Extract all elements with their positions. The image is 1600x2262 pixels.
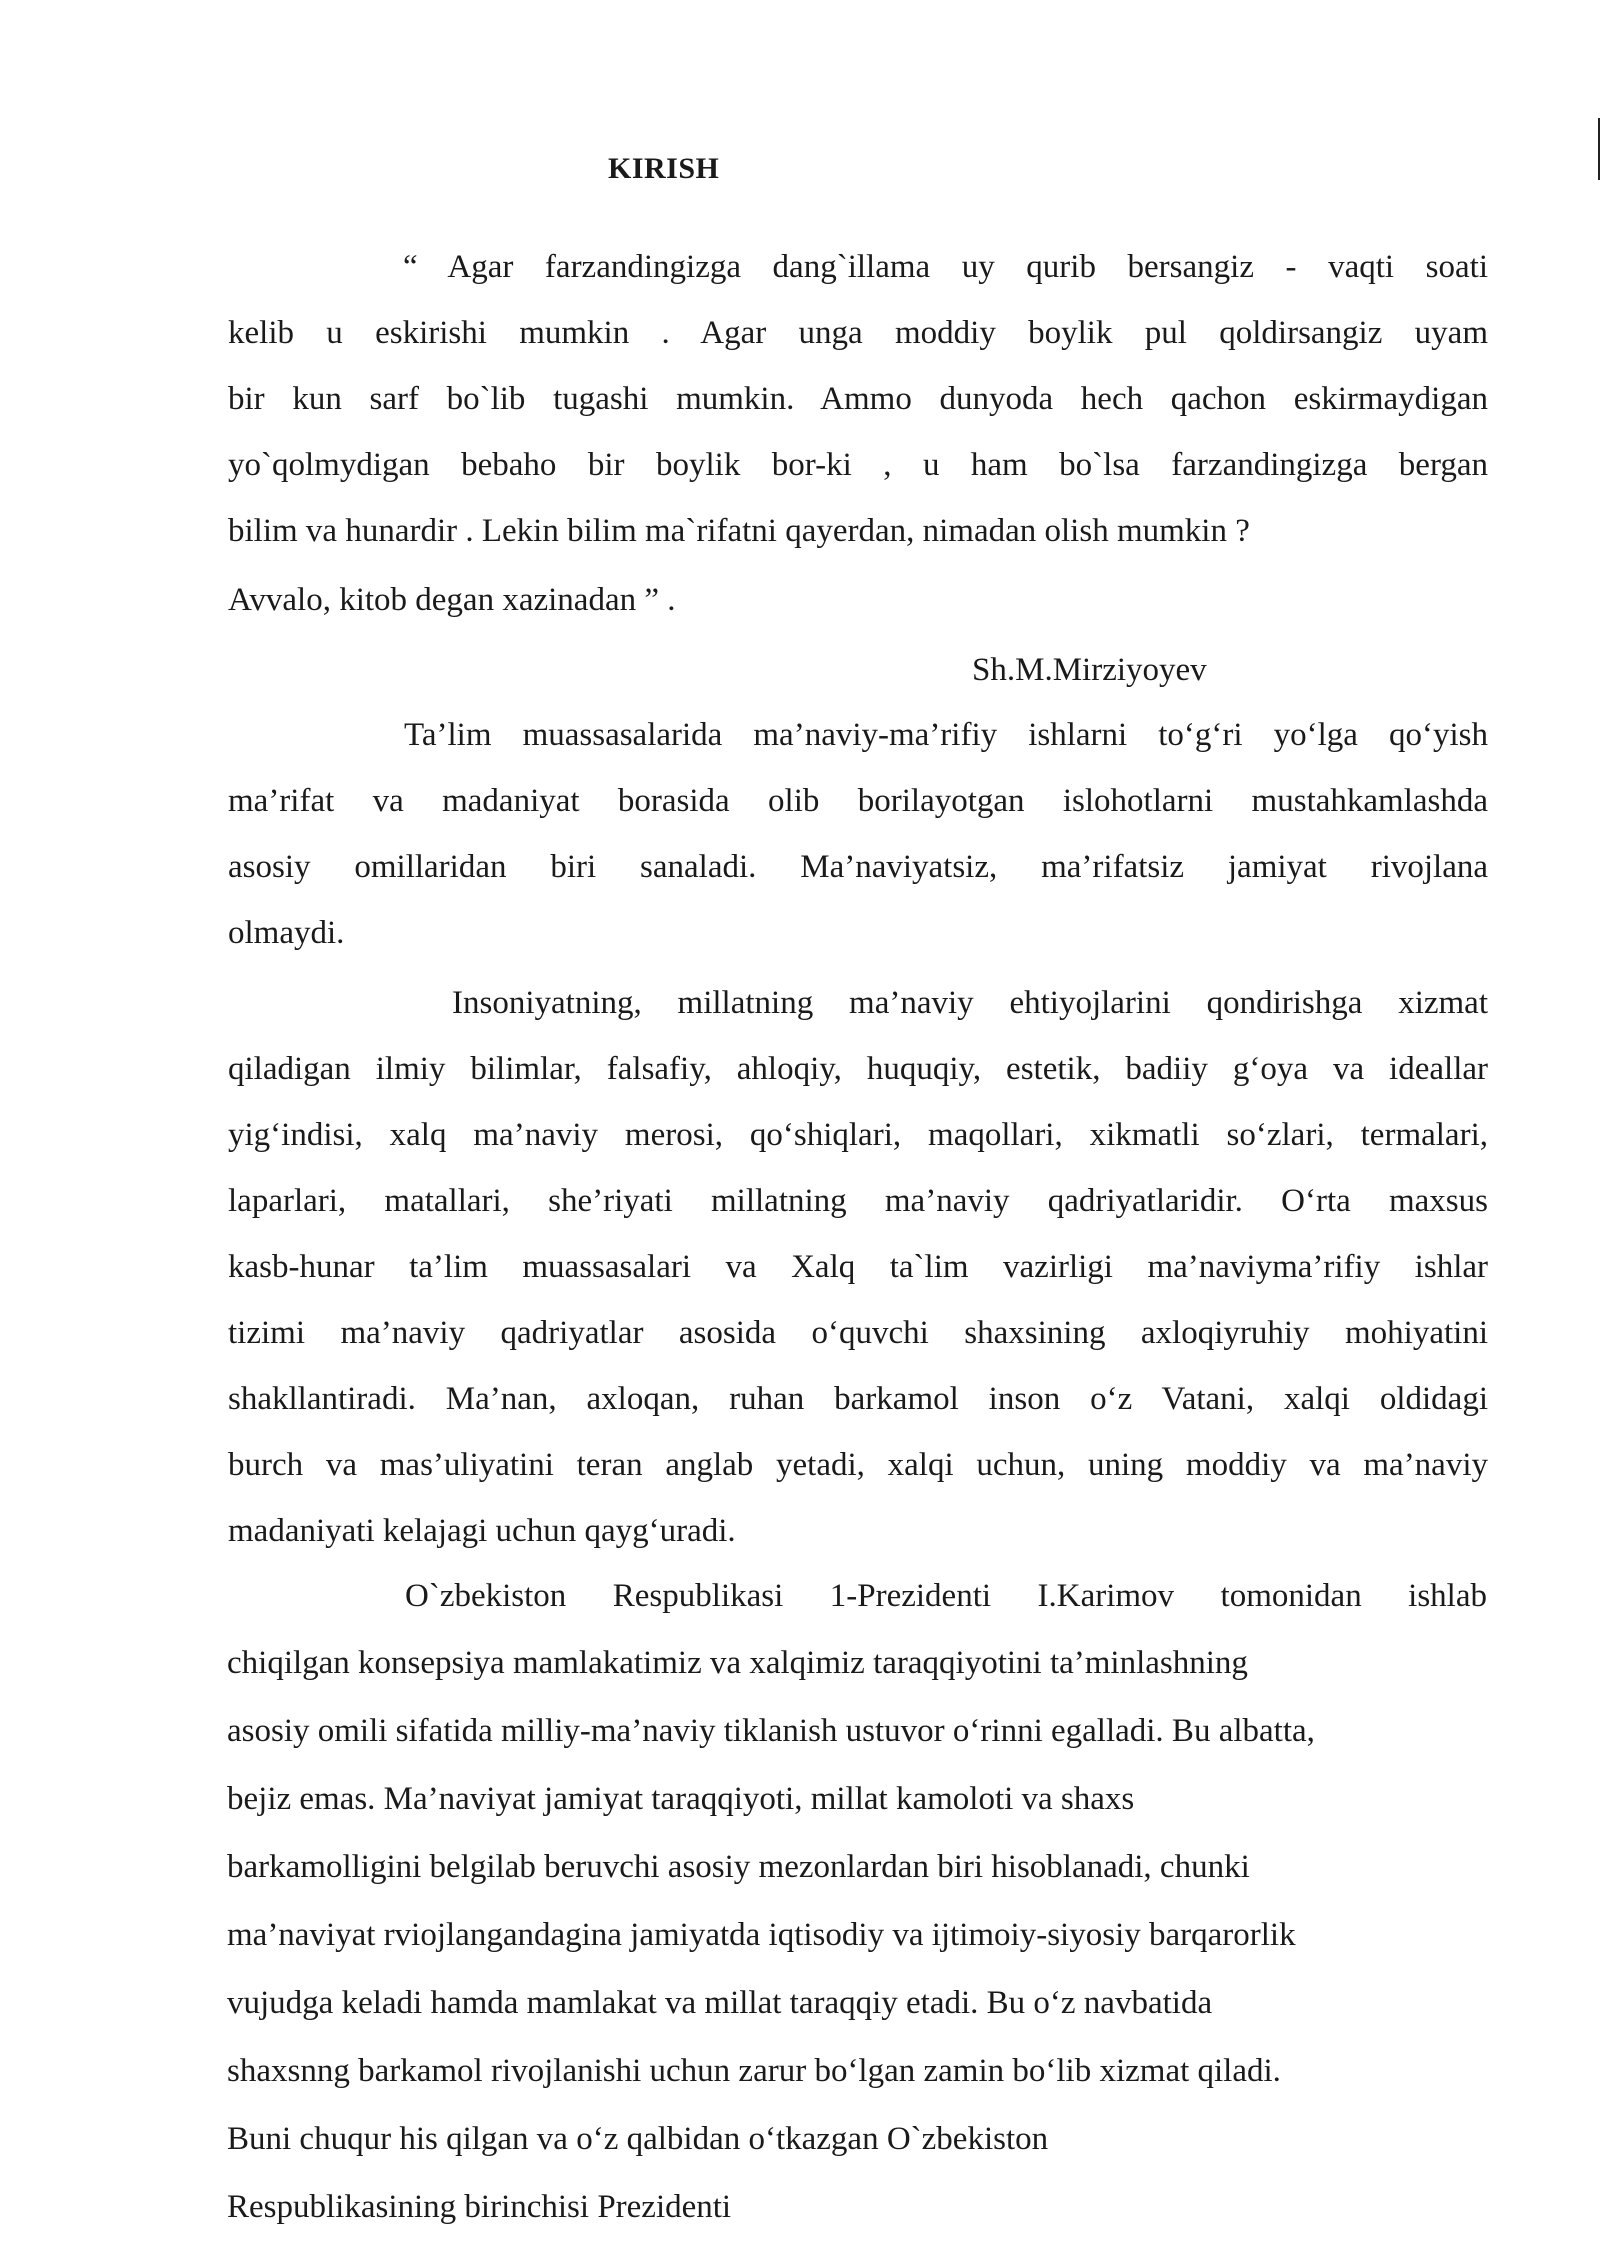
paragraph-1 (228, 702, 1488, 966)
paragraph-line: madaniyati kelajagi uchun qayg‘uradi. (228, 1513, 736, 1549)
paragraph-line: vujudga keladi hamda mamlakat va millat taraqqiy etadi. Bu o‘z navbatida (227, 1985, 1213, 2021)
paragraph-line: ma’rifat va madaniyat borasida olib borilayotgan islohotlarni mustahkamlashda (228, 783, 1488, 819)
paragraph-2 (228, 970, 1488, 1564)
epigraph-quote (228, 234, 1488, 636)
quote-line: bilim va hunardir . Lekin bilim ma`rifatni qayerdan, nimadan olish mumkin ? (228, 513, 1250, 549)
quote-line: “ Agar farzandingizga dang`illama uy qurib bersangiz - vaqti soati (403, 249, 1488, 285)
paragraph-line: yig‘indisi, xalq ma’naviy merosi, qo‘shiqlari, maqollari, xikmatli so‘zlari, termalari, (228, 1117, 1488, 1153)
quote-line: yo`qolmydigan bebaho bir boylik bor-ki , u ham bo`lsa farzandingizga bergan (228, 447, 1488, 483)
paragraph-line: tizimi ma’naviy qadriyatlar asosida o‘quvchi shaxsining axloqiyruhiy mohiyatini (228, 1315, 1488, 1351)
paragraph-3 (227, 1563, 1487, 2241)
quote-line: bir kun sarf bo`lib tugashi mumkin. Ammo dunyoda hech qachon eskirmaydigan (228, 381, 1488, 417)
paragraph-line: Insoniyatning, millatning ma’naviy ehtiyojlarini qondirishga xizmat (452, 985, 1488, 1021)
paragraph-line: shakllantiradi. Ma’nan, axloqan, ruhan barkamol inson o‘z Vatani, xalqi oldidagi (228, 1381, 1488, 1417)
paragraph-line: barkamolligini belgilab beruvchi asosiy mezonlardan biri hisoblanadi, chunki (227, 1849, 1250, 1885)
paragraph-line: ma’naviyat rviojlangandagina jamiyatda iqtisodiy va ijtimoiy-siyosiy barqarorlik (227, 1917, 1296, 1953)
paragraph-line: olmaydi. (228, 915, 345, 951)
quote-signature: Sh.M.Mirziyoyev (972, 652, 1207, 688)
quote-line: kelib u eskirishi mumkin . Agar unga moddiy boylik pul qoldirsangiz uyam (228, 315, 1488, 351)
paragraph-line: laparlari, matallari, she’riyati millatning ma’naviy qadriyatlaridir. O‘rta maxsus (228, 1183, 1488, 1219)
paragraph-line: shaxsnng barkamol rivojlanishi uchun zarur bo‘lgan zamin bo‘lib xizmat qiladi. (227, 2053, 1281, 2089)
paragraph-line: burch va mas’uliyatini teran anglab yetadi, xalqi uchun, uning moddiy va ma’naviy (228, 1447, 1488, 1483)
paragraph-line: asosiy omillaridan biri sanaladi. Ma’naviyatsiz, ma’rifatsiz jamiyat rivojlana (228, 849, 1488, 885)
paragraph-line: kasb-hunar ta’lim muassasalari va Xalq ta`lim vazirligi ma’naviyma’rifiy ishlar (228, 1249, 1488, 1285)
paragraph-line: Ta’lim muassasalarida ma’naviy-ma’rifiy ishlarni to‘g‘ri yo‘lga qo‘yish (404, 717, 1488, 753)
paragraph-line: asosiy omili sifatida milliy-ma’naviy tiklanish ustuvor o‘rinni egalladi. Bu albatta, (227, 1713, 1315, 1749)
page-title: KIRISH (608, 152, 720, 185)
paragraph-line: qiladigan ilmiy bilimlar, falsafiy, ahloqiy, huquqiy, estetik, badiiy g‘oya va ideallar (228, 1051, 1488, 1087)
paragraph-line: chiqilgan konsepsiya mamlakatimiz va xalqimiz taraqqiyotini ta’minlashning (227, 1645, 1248, 1681)
paragraph-line: Buni chuqur his qilgan va o‘z qalbidan o‘tkazgan O`zbekiston (227, 2121, 1049, 2157)
quote-line: Avvalo, kitob degan xazinadan ” . (228, 582, 676, 618)
paragraph-line: O`zbekiston Respublikasi 1-Prezidenti I.Karimov tomonidan ishlab (405, 1578, 1487, 1614)
paragraph-line: bejiz emas. Ma’naviyat jamiyat taraqqiyoti, millat kamoloti va shaxs (227, 1781, 1135, 1817)
paragraph-line: Respublikasining birinchisi Prezidenti (227, 2189, 732, 2225)
